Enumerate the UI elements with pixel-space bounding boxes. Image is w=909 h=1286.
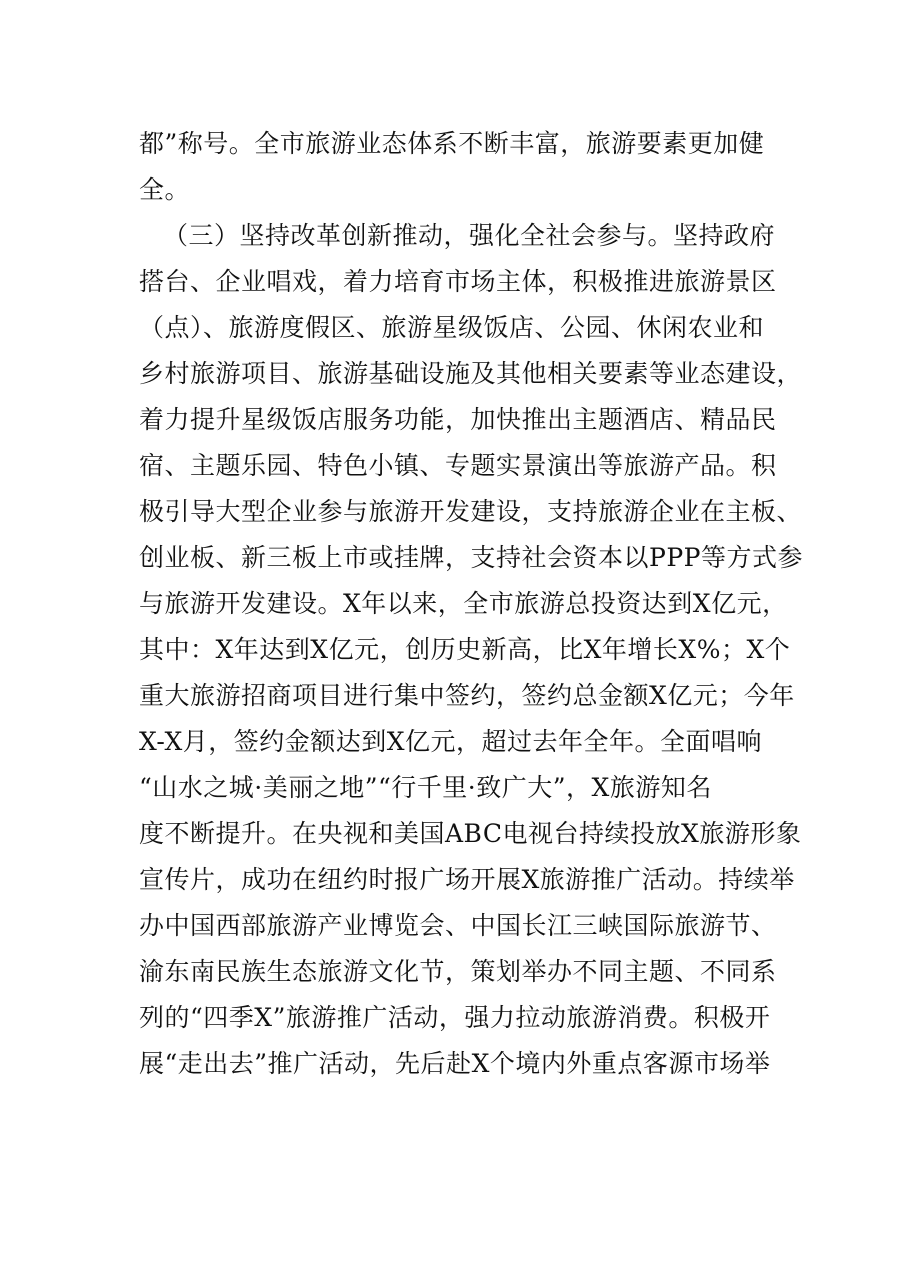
text-line: 极引导大型企业参与旅游开发建设，支持旅游企业在主板、 <box>139 497 803 526</box>
text-line: 重大旅游招商项目进行集中签约，签约总金额X亿元；今年 <box>139 681 795 710</box>
text-line: 宣传片，成功在纽约时报广场开展X旅游推广活动。持续举 <box>139 865 795 894</box>
text-line: 渝东南民族生态旅游文化节，策划举办不同主题、不同系 <box>139 957 777 986</box>
text-line: 搭台、企业唱戏，着力培育市场主体，积极推进旅游景区 <box>139 267 777 296</box>
text-line: 乡村旅游项目、旅游基础设施及其他相关要素等业态建设， <box>139 359 803 388</box>
text-line: 其中：X年达到X亿元，创历史新高，比X年增长X%；X个 <box>139 635 791 664</box>
text-line: “山水之城·美丽之地”“行千里·致广大”，X旅游知名 <box>139 773 712 802</box>
text-line: 都”称号。全市旅游业态体系不断丰富，旅游要素更加健 <box>139 129 765 158</box>
text-line: （三）坚持改革创新推动，强化全社会参与。坚持政府 <box>163 221 776 250</box>
text-line: 创业板、新三板上市或挂牌，支持社会资本以PPP等方式参 <box>139 543 803 572</box>
text-line: 办中国西部旅游产业博览会、中国长江三峡国际旅游节、 <box>139 911 777 940</box>
text-line: （点）、旅游度假区、旅游星级饭店、公园、休闲农业和 <box>139 313 765 342</box>
text-line: 列的“四季X”旅游推广活动，强力拉动旅游消费。积极开 <box>139 1003 771 1032</box>
text-line: 度不断提升。在央视和美国ABC电视台持续投放X旅游形象 <box>139 819 802 848</box>
text-line: X-X月，签约金额达到X亿元，超过去年全年。全面唱响 <box>139 727 763 756</box>
text-line: 全。 <box>139 175 191 204</box>
text-line: 与旅游开发建设。X年以来，全市旅游总投资达到X亿元， <box>139 589 788 618</box>
body-text <box>139 121 803 1087</box>
text-line: 展“走出去”推广活动，先后赴X个境内外重点客源市场举 <box>139 1049 771 1078</box>
text-line: 宿、主题乐园、特色小镇、专题实景演出等旅游产品。积 <box>139 451 777 480</box>
text-line: 着力提升星级饭店服务功能，加快推出主题酒店、精品民 <box>139 405 777 434</box>
